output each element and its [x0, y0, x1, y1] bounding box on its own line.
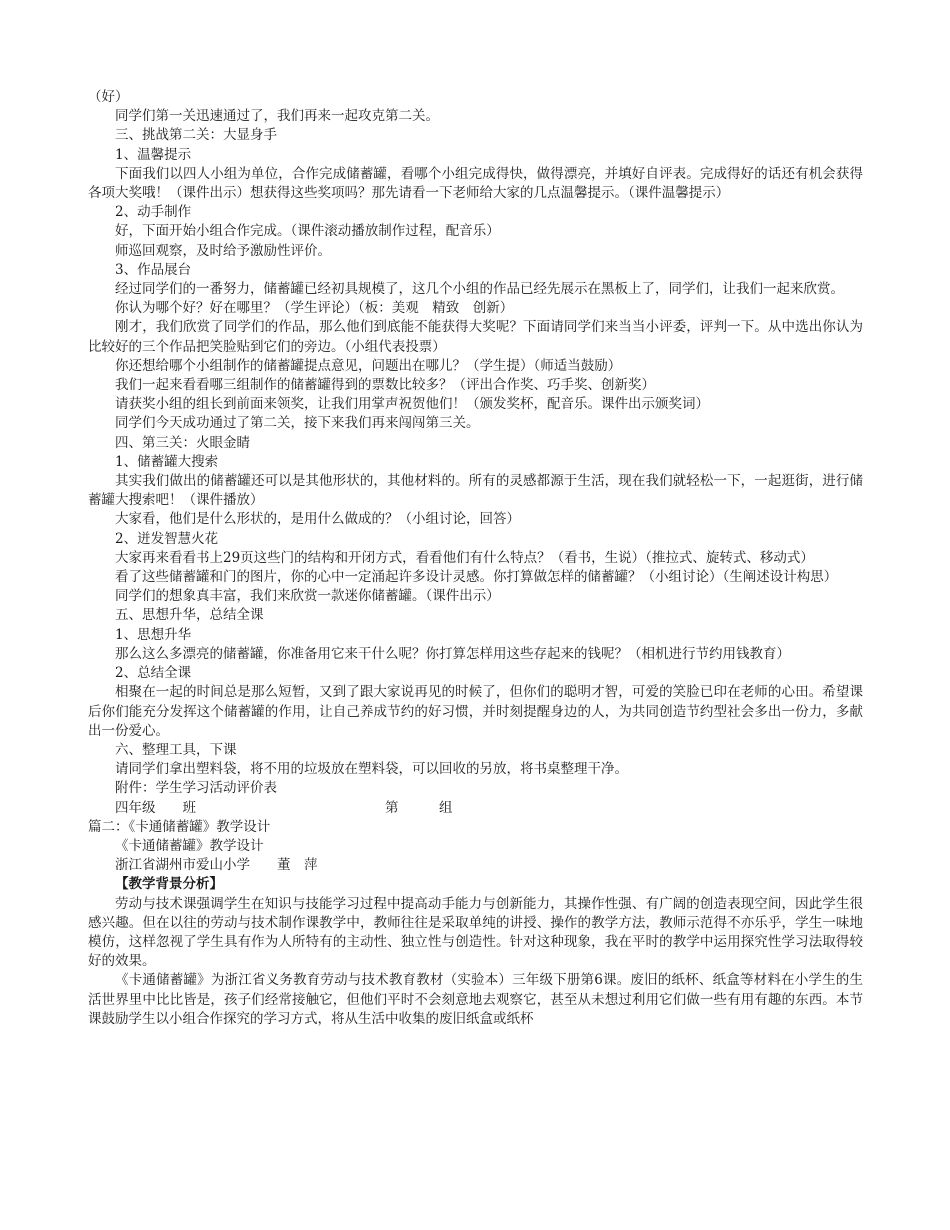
- author-line: 浙江省湖州市爱山小学 董 萍: [115, 857, 318, 874]
- paragraph: 你还想给哪个小组制作的储蓄罐提点意见，问题出在哪儿？（学生提）（师适当鼓励）: [115, 357, 622, 374]
- subheading: 3、作品展台: [115, 261, 192, 278]
- document-page: [88, 88, 863, 1029]
- section-heading: 五、思想升华，总结全课: [115, 607, 264, 624]
- subheading: 1、温馨提示: [115, 146, 192, 163]
- paragraph: 你认为哪个好？好在哪里？（学生评论）（板：美观 精致 创新）: [115, 300, 514, 317]
- subheading: 1、思想升华: [115, 626, 192, 643]
- evaluation-table-header: 四年级 班 第 组: [115, 799, 453, 816]
- paragraph: 大家看，他们是什么形状的，是用什么做成的？（小组讨论，回答）: [115, 511, 520, 528]
- section-heading: 六、整理工具，下课: [115, 741, 237, 758]
- attachment-line: 附件：学生学习活动评价表: [115, 780, 277, 797]
- paragraph: 其实我们做出的储蓄罐还可以是其他形状的，其他材料的。所有的灵感都源于生活，现在我们就轻松一下，一起逛街，进行储蓄罐大搜索吧！（课件播放）: [88, 473, 863, 509]
- paragraph: 那么这么多漂亮的储蓄罐，你准备用它来干什么呢？你打算怎样用这些存起来的钱呢？（相机进行节约用钱教育）: [115, 645, 790, 662]
- document-title: 《卡通储蓄罐》教学设计: [115, 837, 264, 854]
- paragraph: 相聚在一起的时间总是那么短暂，又到了跟大家说再见的时候了，但你们的聪明才智，可爱的笑脸已印在老师的心田。希望课后你们能充分发挥这个储蓄罐的作用，让自己养成节约的好习惯，并时刻提醒身边的人，为共同创造节约型社会多出一份力，多献出一份爱心。: [88, 684, 863, 739]
- paragraph: 请同学们拿出塑料袋，将不用的垃圾放在塑料袋，可以回收的另放，将书桌整理干净。: [115, 761, 628, 778]
- section-two: [88, 818, 863, 1029]
- section-heading: 【教学背景分析】: [115, 876, 223, 893]
- paragraph: 看了这些储蓄罐和门的图片，你的心中一定涌起许多设计灵感。你打算做怎样的储蓄罐？（小组讨论）（生阐述设计构思）: [115, 569, 838, 586]
- subheading: 2、迸发智慧火花: [115, 530, 219, 547]
- paragraph: （好）: [88, 89, 129, 105]
- paragraph: 师巡回观察，及时给予激励性评价。: [115, 242, 331, 259]
- paragraph: 大家再来看看书上29页这些门的结构和开闭方式，看看他们有什么特点？（看书，生说）（推拉式、旋转式、移动式）: [115, 549, 814, 566]
- lesson-body: [88, 88, 863, 818]
- paragraph: 请获奖小组的组长到前面来领奖，让我们用掌声祝贺他们！（颁发奖杯，配音乐。课件出示颁奖词）: [115, 396, 709, 413]
- paragraph: 下面我们以四人小组为单位，合作完成储蓄罐，看哪个小组完成得快，做得漂亮，并填好自评表。完成得好的话还有机会获得各项大奖哦！（课件出示）想获得这些奖项吗？那先请看一下老师给大家的几点温馨提示。（课件温馨提示）: [88, 165, 863, 202]
- section-heading: 四、第三关：火眼金睛: [115, 434, 250, 451]
- subheading: 1、储蓄罐大搜索: [115, 453, 219, 470]
- paragraph: 同学们第一关迅速通过了，我们再来一起攻克第二关。: [115, 108, 439, 125]
- paragraph: 《卡通储蓄罐》为浙江省义务教育劳动与技术教育教材（实验本）三年级下册第6课。废旧的纸杯、纸盒等材料在小学生的生活世界里中比比皆是，孩子们经常接触它，但他们平时不会刻意地去观察它，甚至从未想过利用它们做一些有用有趣的东西。本节课鼓励学生以小组合作探究的学习方式，将从生活中收集的废旧纸盒或纸杯: [88, 972, 863, 1027]
- section-heading: 三、挑战第二关：大显身手: [115, 127, 277, 144]
- subheading: 2、总结全课: [115, 665, 192, 682]
- paragraph: 刚才，我们欣赏了同学们的作品，那么他们到底能不能获得大奖呢？下面请同学们来当当小评委，评判一下。从中选出你认为比较好的三个作品把笑脸贴到它们的旁边。（小组代表投票）: [88, 319, 863, 355]
- paragraph: 经过同学们的一番努力，储蓄罐已经初具规模了，这几个小组的作品已经先展示在黑板上了，同学们，让我们一起来欣赏。: [115, 281, 844, 298]
- paragraph: 好，下面开始小组合作完成。（课件滚动播放制作过程，配音乐）: [115, 223, 500, 240]
- section-title: 篇二：《卡通储蓄罐》教学设计: [88, 818, 271, 835]
- paragraph: 同学们的想象真丰富，我们来欣赏一款迷你储蓄罐。（课件出示）: [115, 588, 500, 605]
- subheading: 2、动手制作: [115, 204, 192, 221]
- paragraph: 劳动与技术课强调学生在知识与技能学习过程中提高动手能力与创新能力，其操作性强、有广阔的创造表现空间，因此学生很感兴趣。但在以往的劳动与技术制作课教学中，教师往往是采取单纯的讲授、操作的教学方法，教师示范得不亦乐乎，学生一味地模仿，这样忽视了学生具有作为人所特有的主动性、独立性与创造性。针对这种现象，我在平时的教学中运用探究性学习法取得较好的效果。: [88, 895, 863, 970]
- paragraph: 我们一起来看看哪三组制作的储蓄罐得到的票数比较多？（评出合作奖、巧手奖、创新奖）: [115, 377, 655, 394]
- paragraph: 同学们今天成功通过了第二关，接下来我们再来闯闯第三关。: [115, 415, 480, 432]
